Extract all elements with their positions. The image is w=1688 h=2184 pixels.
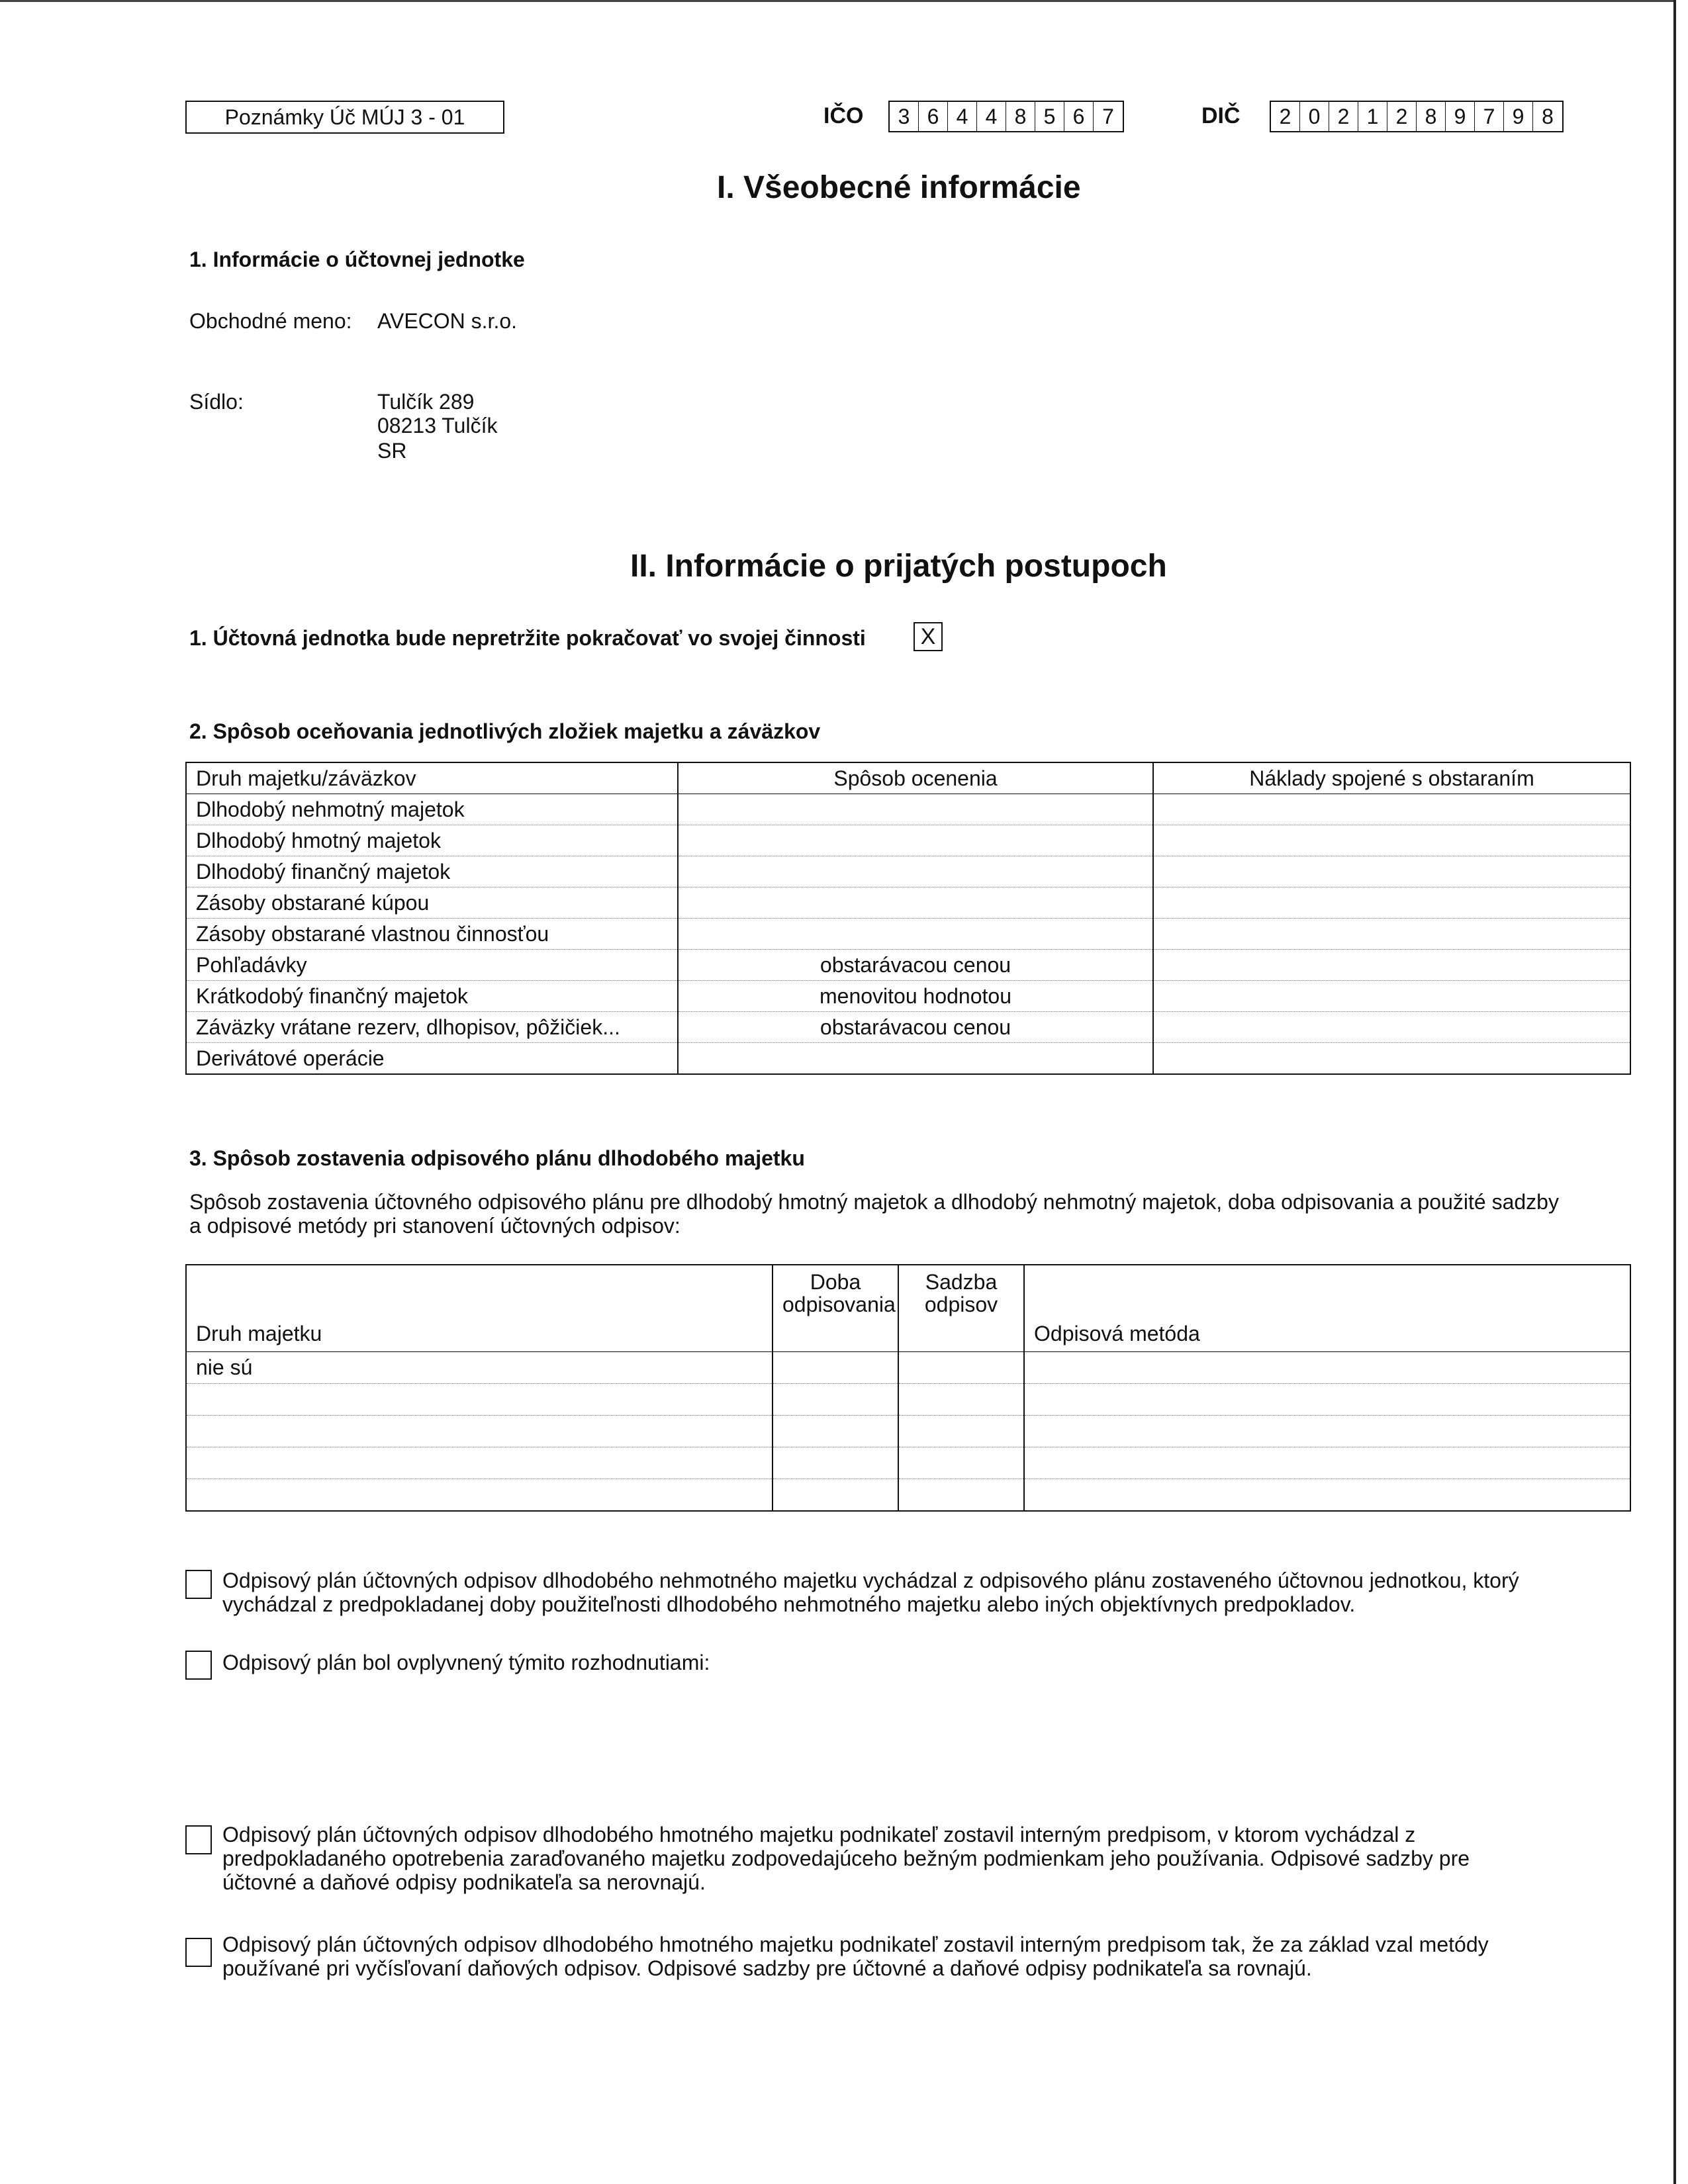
- table-row: [186, 950, 1630, 981]
- valuation-cell-asset: Pohľadávky: [186, 950, 678, 981]
- option-2-line-1: Odpisový plán bol ovplyvnený týmito rozhodnutiami:: [222, 1651, 710, 1674]
- depreciation-cell-method: [1024, 1352, 1630, 1384]
- ico-digits: [888, 101, 1124, 132]
- valuation-cell-asset: Derivátové operácie: [196, 1046, 385, 1070]
- valuation-title: 2. Spôsob oceňovania jednotlivých zložiek majetku a záväzkov: [189, 719, 821, 743]
- valuation-cell-costs: [1153, 856, 1630, 887]
- table-row: [186, 1479, 1630, 1512]
- depreciation-cell-method: [1024, 1384, 1630, 1416]
- ico-digit: 6: [1064, 102, 1094, 131]
- valuation-cell-costs: [1153, 919, 1630, 950]
- option-3-line-3: účtovné a daňové odpisy podnikateľa sa nerovnajú.: [222, 1870, 706, 1894]
- form-code: Poznámky Úč MÚJ 3 - 01: [185, 101, 504, 134]
- valuation-cell-costs: [1153, 825, 1630, 856]
- option-1-checkbox[interactable]: [185, 1570, 212, 1599]
- option-4-line-1: Odpisový plán účtovných odpisov dlhodobého hmotného majetku podnikateľ zostavil interným predpisom tak, že za základ vzal metódy: [222, 1933, 1489, 1956]
- section-1-subtitle: 1. Informácie o účtovnej jednotke: [189, 248, 525, 271]
- going-concern-text: 1. Účtovná jednotka bude nepretržite pokračovať vo svojej činnosti: [189, 626, 866, 650]
- table-row: [186, 1447, 1630, 1479]
- valuation-cell-asset: Dlhodobý nehmotný majetok: [186, 794, 678, 825]
- depreciation-cell-rate: [898, 1352, 1024, 1384]
- depreciation-header-period: [773, 1265, 898, 1352]
- depreciation-header-asset: Druh majetku: [186, 1265, 773, 1352]
- depreciation-cell-method: [1024, 1416, 1630, 1447]
- section-2-title: II. Informácie o prijatých postupoch: [630, 549, 1167, 584]
- table-row: [186, 856, 1630, 887]
- option-1-line-1: Odpisový plán účtovných odpisov dlhodobého nehmotného majetku vychádzal z odpisového plánu zostaveného účtovnou jednotkou, ktorý: [222, 1569, 1519, 1592]
- depreciation-header-method: Odpisová metóda: [1024, 1265, 1630, 1352]
- depreciation-cell-asset: [186, 1479, 773, 1512]
- option-4-line-2: používané pri vyčísľovaní daňových odpisov. Odpisové sadzby pre účtovné a daňové odpisy podnikateľa sa rovnajú.: [222, 1956, 1312, 1980]
- scan-right-edge: [1673, 0, 1676, 2184]
- valuation-cell-costs: [1153, 981, 1630, 1012]
- option-3-line-1: Odpisový plán účtovných odpisov dlhodobého hmotného majetku podnikateľ zostavil interným predpisom, v ktorom vychádzal z: [222, 1823, 1416, 1846]
- valuation-header-method: Spôsob ocenenia: [678, 762, 1153, 794]
- depreciation-title: 3. Spôsob zostavenia odpisového plánu dlhodobého majetku: [189, 1146, 805, 1170]
- option-2-checkbox[interactable]: [185, 1651, 212, 1680]
- seat-label: Sídlo:: [189, 390, 244, 414]
- depreciation-header-rate-line-2: odpisov: [924, 1293, 998, 1316]
- depreciation-cell-period: [773, 1352, 898, 1384]
- depreciation-cell-rate: [898, 1447, 1024, 1479]
- table-row: [186, 1012, 1630, 1043]
- valuation-cell-method: [678, 1043, 1153, 1075]
- valuation-table: [185, 762, 1631, 1075]
- valuation-cell-costs: [1153, 1012, 1630, 1043]
- table-row: [186, 1384, 1630, 1416]
- ico-digit: 4: [977, 102, 1006, 131]
- ico-digit: 3: [890, 102, 919, 131]
- depreciation-cell-method: [1024, 1479, 1630, 1512]
- depreciation-cell-asset: [186, 1384, 773, 1416]
- dic-digit: 2: [1387, 102, 1417, 131]
- table-row: [186, 1043, 1630, 1075]
- dic-digit: 1: [1358, 102, 1387, 131]
- depreciation-cell-period: [773, 1447, 898, 1479]
- valuation-cell-asset: Záväzky vrátane rezerv, dlhopisov, pôžičiek...: [186, 1012, 678, 1043]
- depreciation-cell-period: [773, 1384, 898, 1416]
- going-concern-checkbox[interactable]: X: [914, 622, 943, 651]
- dic-digit: 7: [1475, 102, 1504, 131]
- depreciation-header-period-line-1: Doba: [810, 1270, 861, 1294]
- scan-top-edge: [0, 0, 1676, 2]
- option-1-line-2: vychádzal z predpokladanej doby použiteľnosti dlhodobého nehmotného majetku alebo iných objektívnych predpokladov.: [222, 1592, 1356, 1616]
- valuation-cell-method: obstarávacou cenou: [678, 1012, 1153, 1043]
- section-1-title: I. Všeobecné informácie: [717, 170, 1081, 205]
- valuation-header-costs: Náklady spojené s obstaraním: [1153, 762, 1630, 794]
- dic-digit: 8: [1542, 105, 1554, 128]
- valuation-cell-asset: Zásoby obstarané vlastnou činnosťou: [186, 919, 678, 950]
- valuation-cell-costs: [1153, 950, 1630, 981]
- dic-label: DIČ: [1201, 103, 1241, 128]
- depreciation-cell-rate: [898, 1384, 1024, 1416]
- depreciation-desc-line-1: Spôsob zostavenia účtovného odpisového plánu pre dlhodobý hmotný majetok a dlhodobý nehmotný majetok, doba odpisovania a použité sadzby: [189, 1190, 1559, 1214]
- valuation-header-asset: Druh majetku/záväzkov: [186, 762, 678, 794]
- table-row: [186, 794, 1630, 825]
- depreciation-desc-line-2: a odpisové metódy pri stanovení účtovných odpisov:: [189, 1214, 680, 1238]
- dic-digit: 2: [1329, 102, 1358, 131]
- option-4-checkbox[interactable]: [185, 1938, 212, 1967]
- depreciation-cell-rate: [898, 1479, 1024, 1512]
- valuation-cell-costs: [1153, 887, 1630, 919]
- depreciation-header-period-line-2: odpisovania: [782, 1293, 896, 1316]
- dic-digit: 9: [1504, 102, 1533, 131]
- dic-digit: 9: [1446, 102, 1475, 131]
- table-row: [186, 825, 1630, 856]
- seat-line-2: 08213 Tulčík: [377, 414, 498, 437]
- valuation-cell-asset: Zásoby obstarané kúpou: [186, 887, 678, 919]
- table-row: [186, 1416, 1630, 1447]
- valuation-cell-method: [678, 856, 1153, 887]
- valuation-cell-costs: [1153, 1043, 1630, 1075]
- depreciation-header-rate: [898, 1265, 1024, 1352]
- table-row: [186, 919, 1630, 950]
- seat-line-3: SR: [377, 439, 407, 463]
- ico-digit: 8: [1006, 102, 1035, 131]
- valuation-cell-asset: Dlhodobý hmotný majetok: [186, 825, 678, 856]
- business-name-label: Obchodné meno:: [189, 309, 352, 333]
- valuation-cell-asset: Dlhodobý finančný majetok: [186, 856, 678, 887]
- depreciation-header-rate-line-1: Sadzba: [925, 1270, 998, 1294]
- dic-digits: [1270, 101, 1564, 132]
- valuation-cell-method: [678, 794, 1153, 825]
- valuation-cell-method: [678, 887, 1153, 919]
- depreciation-cell-period: [773, 1416, 898, 1447]
- ico-digit: 4: [948, 102, 977, 131]
- valuation-cell-method: [678, 825, 1153, 856]
- dic-digit: 2: [1271, 102, 1300, 131]
- business-name: AVECON s.r.o.: [377, 309, 518, 333]
- depreciation-table: [185, 1264, 1631, 1512]
- option-3-checkbox[interactable]: [185, 1825, 212, 1854]
- dic-digit: 8: [1417, 102, 1446, 131]
- ico-digit: 5: [1035, 102, 1064, 131]
- valuation-cell-costs: [1153, 794, 1630, 825]
- ico-label: IČO: [823, 103, 864, 128]
- depreciation-cell-method: [1024, 1447, 1630, 1479]
- depreciation-cell-rate: [898, 1416, 1024, 1447]
- table-row: [186, 887, 1630, 919]
- depreciation-cell-asset: [186, 1447, 773, 1479]
- dic-digit: 0: [1300, 102, 1329, 131]
- depreciation-cell-asset: nie sú: [186, 1352, 773, 1384]
- seat-line-1: Tulčík 289: [377, 390, 475, 414]
- depreciation-cell-period: [773, 1479, 898, 1512]
- valuation-cell-asset: Krátkodobý finančný majetok: [186, 981, 678, 1012]
- table-row: [186, 981, 1630, 1012]
- valuation-cell-method: obstarávacou cenou: [678, 950, 1153, 981]
- ico-digit: 7: [1102, 105, 1114, 128]
- ico-digit: 6: [919, 102, 948, 131]
- valuation-cell-method: [678, 919, 1153, 950]
- valuation-cell-method: menovitou hodnotou: [678, 981, 1153, 1012]
- table-row: [186, 1352, 1630, 1384]
- option-3-line-2: predpokladaného opotrebenia zaraďovaného majetku zodpovedajúceho bežným podmienkam jeho používania. Odpisové sadzby pre: [222, 1846, 1470, 1870]
- depreciation-cell-asset: [186, 1416, 773, 1447]
